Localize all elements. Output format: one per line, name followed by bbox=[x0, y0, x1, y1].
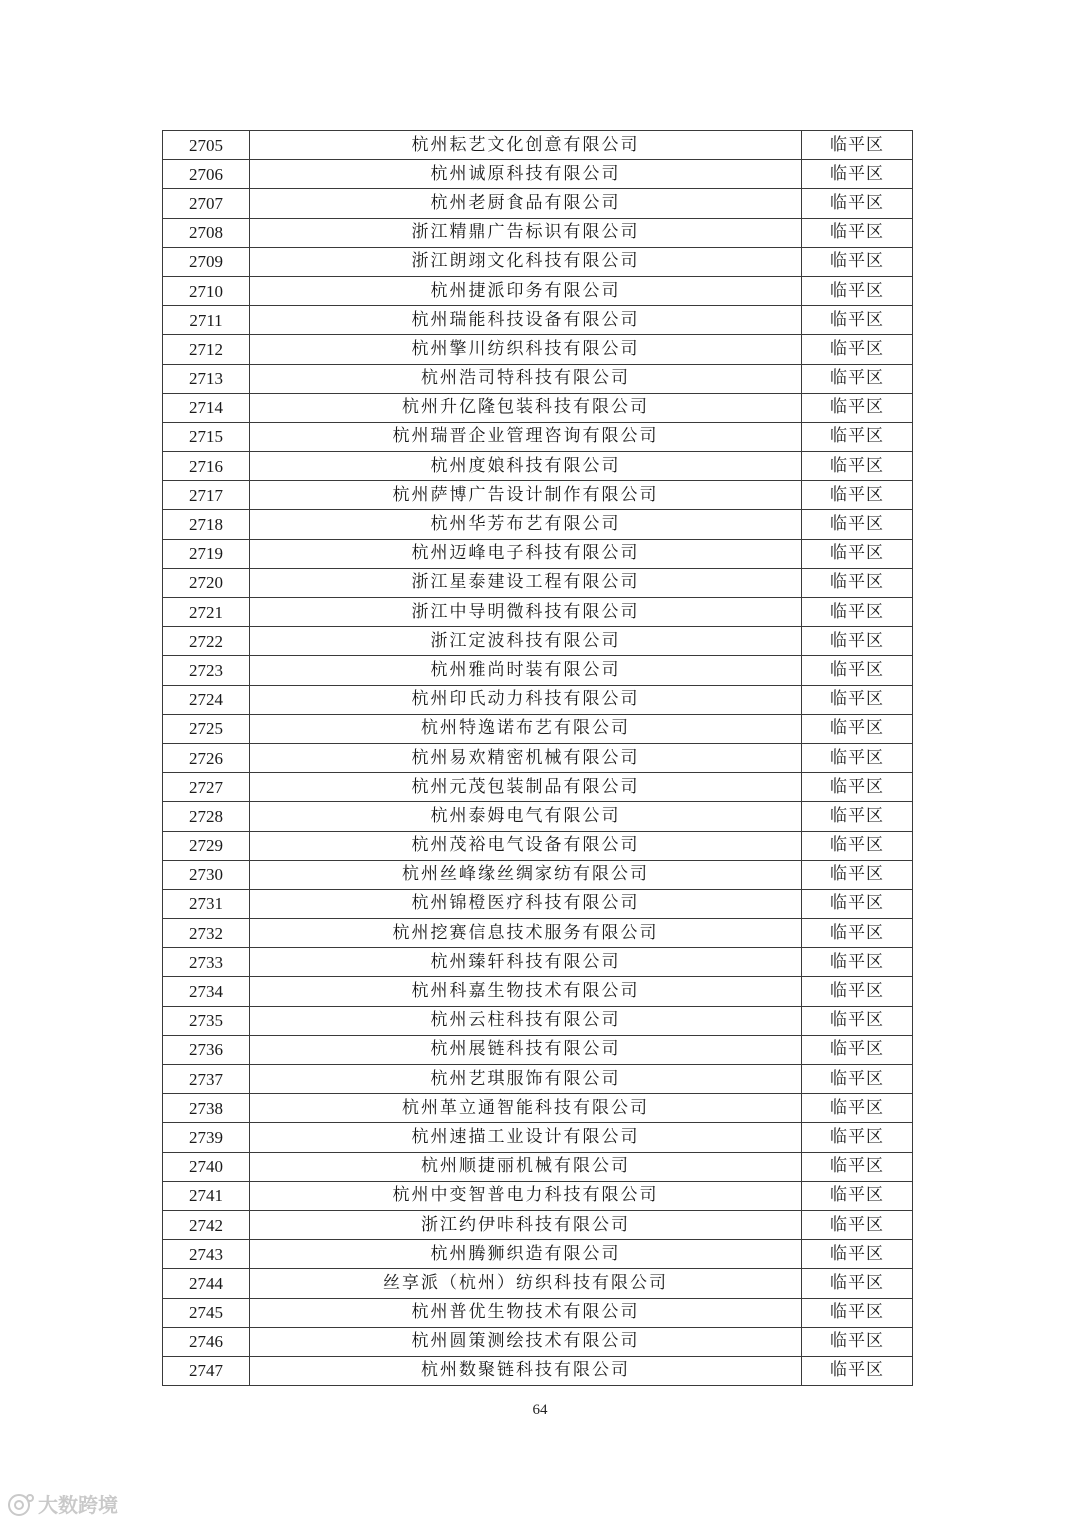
company-name: 杭州印氏动力科技有限公司 bbox=[250, 685, 802, 714]
district-name: 临平区 bbox=[802, 1210, 913, 1239]
district-name: 临平区 bbox=[802, 685, 913, 714]
company-name: 浙江星泰建设工程有限公司 bbox=[250, 568, 802, 597]
company-name: 杭州挖赛信息技术服务有限公司 bbox=[250, 919, 802, 948]
district-name: 临平区 bbox=[802, 189, 913, 218]
district-name: 临平区 bbox=[802, 831, 913, 860]
district-name: 临平区 bbox=[802, 919, 913, 948]
row-number: 2705 bbox=[163, 131, 250, 160]
company-name: 杭州擎川纺织科技有限公司 bbox=[250, 335, 802, 364]
district-name: 临平区 bbox=[802, 160, 913, 189]
row-number: 2710 bbox=[163, 276, 250, 305]
row-number: 2709 bbox=[163, 247, 250, 276]
company-name: 杭州圆策测绘技术有限公司 bbox=[250, 1327, 802, 1356]
company-name: 杭州度娘科技有限公司 bbox=[250, 452, 802, 481]
company-name: 杭州臻轩科技有限公司 bbox=[250, 948, 802, 977]
district-name: 临平区 bbox=[802, 889, 913, 918]
row-number: 2719 bbox=[163, 539, 250, 568]
row-number: 2737 bbox=[163, 1065, 250, 1094]
district-name: 临平区 bbox=[802, 131, 913, 160]
district-name: 临平区 bbox=[802, 714, 913, 743]
row-number: 2746 bbox=[163, 1327, 250, 1356]
district-name: 临平区 bbox=[802, 510, 913, 539]
row-number: 2736 bbox=[163, 1035, 250, 1064]
table-row bbox=[163, 131, 913, 160]
row-number: 2711 bbox=[163, 306, 250, 335]
row-number: 2738 bbox=[163, 1094, 250, 1123]
table-body bbox=[163, 131, 913, 1386]
district-name: 临平区 bbox=[802, 218, 913, 247]
row-number: 2707 bbox=[163, 189, 250, 218]
district-name: 临平区 bbox=[802, 539, 913, 568]
table-row bbox=[163, 831, 913, 860]
district-name: 临平区 bbox=[802, 743, 913, 772]
company-name: 浙江朗翊文化科技有限公司 bbox=[250, 247, 802, 276]
table-row bbox=[163, 452, 913, 481]
row-number: 2722 bbox=[163, 627, 250, 656]
company-name: 杭州腾狮织造有限公司 bbox=[250, 1240, 802, 1269]
company-name: 浙江约伊咔科技有限公司 bbox=[250, 1210, 802, 1239]
company-name: 杭州普优生物技术有限公司 bbox=[250, 1298, 802, 1327]
row-number: 2747 bbox=[163, 1356, 250, 1385]
table-row bbox=[163, 276, 913, 305]
company-name: 杭州迈峰电子科技有限公司 bbox=[250, 539, 802, 568]
district-name: 临平区 bbox=[802, 1152, 913, 1181]
table-row bbox=[163, 889, 913, 918]
watermark-icon bbox=[9, 1495, 33, 1515]
row-number: 2728 bbox=[163, 802, 250, 831]
district-name: 临平区 bbox=[802, 773, 913, 802]
row-number: 2718 bbox=[163, 510, 250, 539]
table-row bbox=[163, 306, 913, 335]
table-row bbox=[163, 1240, 913, 1269]
table-row bbox=[163, 1035, 913, 1064]
row-number: 2717 bbox=[163, 481, 250, 510]
district-name: 临平区 bbox=[802, 422, 913, 451]
company-name: 杭州展链科技有限公司 bbox=[250, 1035, 802, 1064]
company-name: 杭州瑞晋企业管理咨询有限公司 bbox=[250, 422, 802, 451]
row-number: 2716 bbox=[163, 452, 250, 481]
table-row bbox=[163, 247, 913, 276]
company-name: 杭州泰姆电气有限公司 bbox=[250, 802, 802, 831]
table-row bbox=[163, 568, 913, 597]
company-name: 杭州浩司特科技有限公司 bbox=[250, 364, 802, 393]
row-number: 2727 bbox=[163, 773, 250, 802]
company-name: 杭州瑞能科技设备有限公司 bbox=[250, 306, 802, 335]
row-number: 2724 bbox=[163, 685, 250, 714]
row-number: 2725 bbox=[163, 714, 250, 743]
district-name: 临平区 bbox=[802, 1035, 913, 1064]
row-number: 2733 bbox=[163, 948, 250, 977]
row-number: 2730 bbox=[163, 860, 250, 889]
company-name: 杭州华芳布艺有限公司 bbox=[250, 510, 802, 539]
district-name: 临平区 bbox=[802, 306, 913, 335]
table-row bbox=[163, 1123, 913, 1152]
district-name: 临平区 bbox=[802, 1356, 913, 1385]
company-name: 浙江精鼎广告标识有限公司 bbox=[250, 218, 802, 247]
table-row bbox=[163, 743, 913, 772]
company-name: 杭州雅尚时装有限公司 bbox=[250, 656, 802, 685]
district-name: 临平区 bbox=[802, 1269, 913, 1298]
row-number: 2731 bbox=[163, 889, 250, 918]
company-name: 杭州耘艺文化创意有限公司 bbox=[250, 131, 802, 160]
district-name: 临平区 bbox=[802, 1181, 913, 1210]
district-name: 临平区 bbox=[802, 948, 913, 977]
row-number: 2741 bbox=[163, 1181, 250, 1210]
row-number: 2734 bbox=[163, 977, 250, 1006]
row-number: 2732 bbox=[163, 919, 250, 948]
row-number: 2743 bbox=[163, 1240, 250, 1269]
table-row bbox=[163, 1181, 913, 1210]
district-name: 临平区 bbox=[802, 276, 913, 305]
district-name: 临平区 bbox=[802, 860, 913, 889]
table-row bbox=[163, 393, 913, 422]
table-row bbox=[163, 1152, 913, 1181]
company-name: 杭州升亿隆包装科技有限公司 bbox=[250, 393, 802, 422]
company-name: 杭州锦橙医疗科技有限公司 bbox=[250, 889, 802, 918]
row-number: 2723 bbox=[163, 656, 250, 685]
company-name: 杭州元茂包装制品有限公司 bbox=[250, 773, 802, 802]
company-name: 杭州茂裕电气设备有限公司 bbox=[250, 831, 802, 860]
company-name: 杭州艺琪服饰有限公司 bbox=[250, 1065, 802, 1094]
district-name: 临平区 bbox=[802, 1006, 913, 1035]
table-row bbox=[163, 1006, 913, 1035]
district-name: 临平区 bbox=[802, 1094, 913, 1123]
company-name: 杭州易欢精密机械有限公司 bbox=[250, 743, 802, 772]
row-number: 2713 bbox=[163, 364, 250, 393]
table-row bbox=[163, 160, 913, 189]
row-number: 2745 bbox=[163, 1298, 250, 1327]
company-name: 杭州捷派印务有限公司 bbox=[250, 276, 802, 305]
row-number: 2740 bbox=[163, 1152, 250, 1181]
table-row bbox=[163, 189, 913, 218]
row-number: 2721 bbox=[163, 598, 250, 627]
company-name: 浙江中导明微科技有限公司 bbox=[250, 598, 802, 627]
table-row bbox=[163, 422, 913, 451]
company-name: 杭州科嘉生物技术有限公司 bbox=[250, 977, 802, 1006]
row-number: 2729 bbox=[163, 831, 250, 860]
row-number: 2726 bbox=[163, 743, 250, 772]
table-row bbox=[163, 627, 913, 656]
row-number: 2712 bbox=[163, 335, 250, 364]
row-number: 2706 bbox=[163, 160, 250, 189]
table-row bbox=[163, 1327, 913, 1356]
company-name: 杭州丝峰缘丝绸家纺有限公司 bbox=[250, 860, 802, 889]
row-number: 2708 bbox=[163, 218, 250, 247]
row-number: 2744 bbox=[163, 1269, 250, 1298]
watermark-text: 大数跨境 bbox=[38, 1493, 118, 1517]
table-row bbox=[163, 364, 913, 393]
district-name: 临平区 bbox=[802, 481, 913, 510]
table-row bbox=[163, 481, 913, 510]
company-name: 杭州云柱科技有限公司 bbox=[250, 1006, 802, 1035]
company-name: 杭州中变智普电力科技有限公司 bbox=[250, 1181, 802, 1210]
table-row bbox=[163, 860, 913, 889]
company-name: 杭州萨博广告设计制作有限公司 bbox=[250, 481, 802, 510]
district-name: 临平区 bbox=[802, 247, 913, 276]
table-row bbox=[163, 598, 913, 627]
row-number: 2735 bbox=[163, 1006, 250, 1035]
district-name: 临平区 bbox=[802, 627, 913, 656]
district-name: 临平区 bbox=[802, 364, 913, 393]
company-name: 杭州诚原科技有限公司 bbox=[250, 160, 802, 189]
district-name: 临平区 bbox=[802, 1327, 913, 1356]
company-name: 杭州顺捷丽机械有限公司 bbox=[250, 1152, 802, 1181]
district-name: 临平区 bbox=[802, 802, 913, 831]
table-row bbox=[163, 335, 913, 364]
table-row bbox=[163, 1269, 913, 1298]
row-number: 2720 bbox=[163, 568, 250, 597]
table-row bbox=[163, 714, 913, 743]
row-number: 2742 bbox=[163, 1210, 250, 1239]
company-name: 丝享派（杭州）纺织科技有限公司 bbox=[250, 1269, 802, 1298]
watermark-logo bbox=[6, 1490, 146, 1520]
company-name: 杭州数聚链科技有限公司 bbox=[250, 1356, 802, 1385]
row-number: 2739 bbox=[163, 1123, 250, 1152]
table-row bbox=[163, 977, 913, 1006]
district-name: 临平区 bbox=[802, 1065, 913, 1094]
company-name: 杭州革立通智能科技有限公司 bbox=[250, 1094, 802, 1123]
district-name: 临平区 bbox=[802, 452, 913, 481]
table-row bbox=[163, 1065, 913, 1094]
district-name: 临平区 bbox=[802, 1123, 913, 1152]
table-row bbox=[163, 539, 913, 568]
table-row bbox=[163, 1298, 913, 1327]
district-name: 临平区 bbox=[802, 335, 913, 364]
district-name: 临平区 bbox=[802, 598, 913, 627]
row-number: 2714 bbox=[163, 393, 250, 422]
company-name: 浙江定波科技有限公司 bbox=[250, 627, 802, 656]
district-name: 临平区 bbox=[802, 977, 913, 1006]
company-name: 杭州速描工业设计有限公司 bbox=[250, 1123, 802, 1152]
company-list-table bbox=[162, 130, 913, 1386]
table-row bbox=[163, 773, 913, 802]
table-row bbox=[163, 510, 913, 539]
page-number: 64 bbox=[532, 1402, 548, 1418]
table-row bbox=[163, 802, 913, 831]
district-name: 临平区 bbox=[802, 1298, 913, 1327]
table-row bbox=[163, 919, 913, 948]
district-name: 临平区 bbox=[802, 1240, 913, 1269]
district-name: 临平区 bbox=[802, 393, 913, 422]
table-row bbox=[163, 1210, 913, 1239]
row-number: 2715 bbox=[163, 422, 250, 451]
company-name: 杭州特逸诺布艺有限公司 bbox=[250, 714, 802, 743]
district-name: 临平区 bbox=[802, 656, 913, 685]
table-row bbox=[163, 685, 913, 714]
table-row bbox=[163, 1356, 913, 1385]
table-row bbox=[163, 656, 913, 685]
table-row bbox=[163, 1094, 913, 1123]
table-row bbox=[163, 218, 913, 247]
district-name: 临平区 bbox=[802, 568, 913, 597]
company-name: 杭州老厨食品有限公司 bbox=[250, 189, 802, 218]
table-row bbox=[163, 948, 913, 977]
